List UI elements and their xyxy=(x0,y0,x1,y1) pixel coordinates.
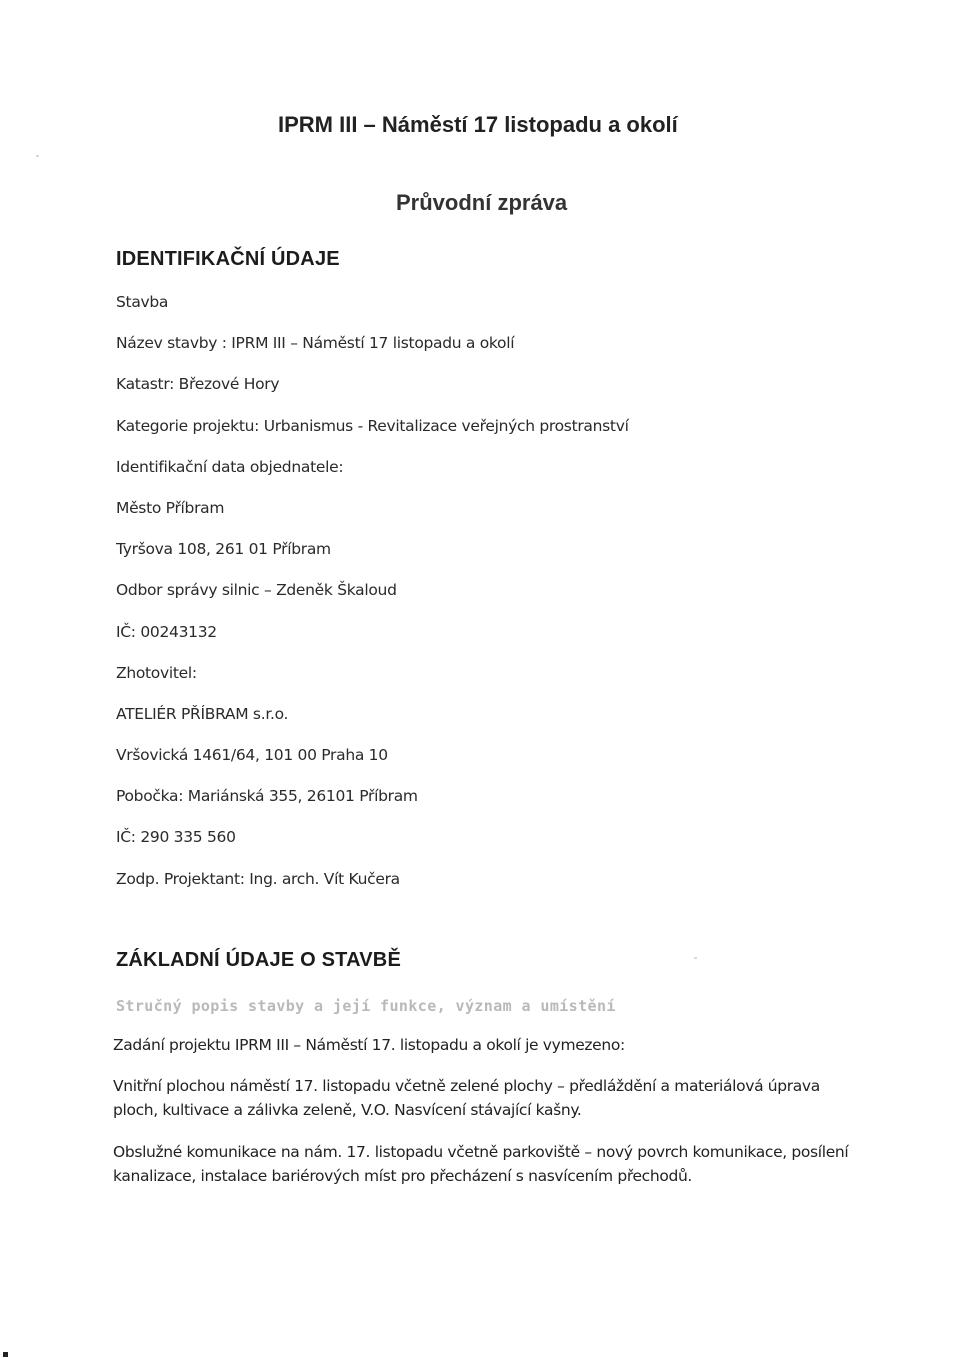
scan-speck xyxy=(3,1352,8,1357)
ident-line: Vršovická 1461/64, 101 00 Praha 10 xyxy=(116,746,388,765)
identification-list xyxy=(116,291,629,909)
ident-line: IČ: 290 335 560 xyxy=(116,828,236,847)
scan-speck xyxy=(694,957,697,959)
ident-line: Zodp. Projektant: Ing. arch. Vít Kučera xyxy=(116,869,400,888)
ident-line: Zhotovitel: xyxy=(116,663,197,682)
faded-subheading: Stručný popis stavby a její funkce, význam a umístění xyxy=(116,997,616,1015)
ident-line: Pobočka: Mariánská 355, 26101 Příbram xyxy=(116,787,418,806)
paragraph-vnitrni-plocha: Vnitřní plochou náměstí 17. listopadu včetně zelené plochy – předláždění a materiálová úprava ploch, kultivace a zálivka zeleně, V.O. Nasvícení stávající kašny. xyxy=(113,1077,820,1119)
ident-line: IČ: 00243132 xyxy=(116,622,217,641)
section-heading-identifikacni-udaje: IDENTIFIKAČNÍ ÚDAJE xyxy=(116,248,340,270)
ident-line: Katastr: Březové Hory xyxy=(116,375,280,394)
ident-line: Identifikační data objednatele: xyxy=(116,457,344,476)
paragraph-obsluzne-komunikace: Obslužné komunikace na nám. 17. listopadu včetně parkoviště – nový povrch komunikace, posílení kanalizace, instalace bariérových míst pro přecházení s nasvícením přechodů. xyxy=(113,1143,849,1185)
document-subtitle: Průvodní zpráva xyxy=(396,190,568,215)
ident-line: Kategorie projektu: Urbanismus - Revitalizace veřejných prostranství xyxy=(116,416,629,435)
ident-line: Název stavby : IPRM III – Náměstí 17 listopadu a okolí xyxy=(116,334,515,353)
ident-line: Tyršova 108, 261 01 Příbram xyxy=(116,540,331,559)
ident-line: Odbor správy silnic – Zdeněk Škaloud xyxy=(116,581,397,600)
scan-speck xyxy=(36,155,39,157)
ident-line: ATELIÉR PŘÍBRAM s.r.o. xyxy=(116,704,289,723)
ident-line: Stavba xyxy=(116,293,169,311)
document-title: IPRM III – Náměstí 17 listopadu a okolí xyxy=(278,112,678,137)
section-heading-zakladni-udaje: ZÁKLADNÍ ÚDAJE O STAVBĚ xyxy=(116,949,401,971)
ident-line: Město Příbram xyxy=(116,498,225,517)
paragraph-zadani: Zadání projektu IPRM III – Náměstí 17. listopadu a okolí je vymezeno: xyxy=(113,1036,625,1054)
